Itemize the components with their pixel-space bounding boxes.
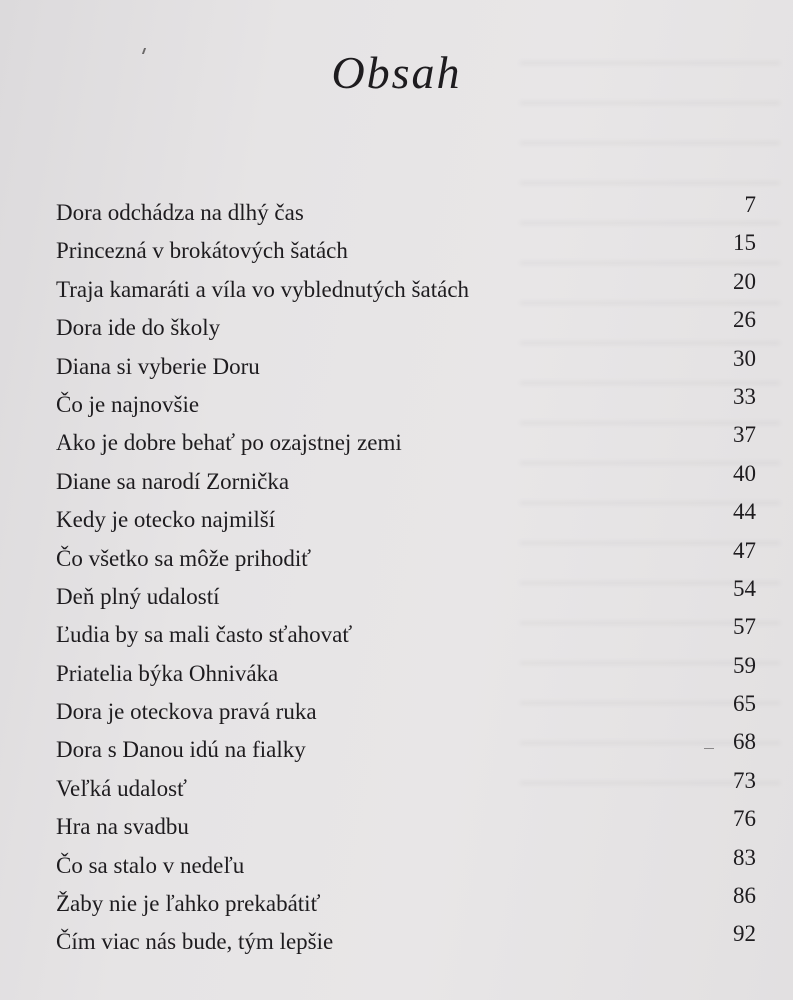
toc-entry-page-number: 54 bbox=[733, 575, 756, 601]
toc-entry-page-number: 86 bbox=[733, 883, 756, 909]
toc-entry-title: Princezná v brokátových šatách bbox=[56, 238, 348, 264]
toc-entry bbox=[56, 499, 756, 537]
toc-entry-page-number: 65 bbox=[733, 691, 756, 717]
toc-entry bbox=[56, 729, 756, 767]
toc-entry bbox=[56, 538, 756, 576]
toc-entry bbox=[56, 768, 756, 806]
toc-entry-title: Kedy je otecko najmilší bbox=[56, 507, 276, 533]
toc-entry-title: Traja kamaráti a víla vo vyblednutých šatách bbox=[56, 276, 470, 302]
toc-entry-title: Ako je dobre behať po ozajstnej zemi bbox=[56, 430, 402, 456]
toc-entry bbox=[56, 691, 756, 729]
toc-entry bbox=[56, 461, 756, 499]
toc-entry-page-number: 15 bbox=[733, 230, 756, 256]
toc-entry-title: Priatelia býka Ohniváka bbox=[56, 660, 279, 686]
toc-entry-page-number: 76 bbox=[733, 806, 756, 832]
toc-entry bbox=[56, 576, 756, 614]
toc-entry-title: Čo sa stalo v nedeľu bbox=[56, 852, 245, 878]
toc-entry-page-number: 47 bbox=[733, 537, 756, 563]
toc-entry bbox=[56, 307, 756, 345]
toc-entry-page-number: 33 bbox=[733, 383, 756, 409]
toc-entry-page-number: 40 bbox=[733, 460, 756, 486]
toc-entry-title: Diana si vyberie Doru bbox=[56, 353, 260, 379]
toc-entry-page-number: 73 bbox=[733, 767, 756, 793]
toc-entry-title: Dora je oteckova pravá ruka bbox=[56, 699, 317, 725]
toc-entry-title: Čím viac nás bude, tým lepšie bbox=[56, 929, 334, 955]
toc-entry bbox=[56, 921, 756, 959]
toc-entry-page-number: 83 bbox=[733, 844, 756, 870]
page-title-text: Obsah bbox=[331, 47, 462, 98]
toc-entry-title: Hra na svadbu bbox=[56, 814, 189, 840]
toc-entry-title: Ľudia by sa mali často sťahovať bbox=[56, 622, 353, 648]
toc-entry-title: Žaby nie je ľahko prekabátiť bbox=[56, 891, 321, 917]
toc-entry bbox=[56, 614, 756, 652]
toc-entry-title: Dora odchádza na dlhý čas bbox=[56, 200, 304, 225]
toc-entry-title: Dora ide do školy bbox=[56, 315, 221, 341]
toc-entry-page-number: 26 bbox=[733, 307, 756, 333]
toc-entry bbox=[56, 192, 756, 230]
toc-entry-page-number: 57 bbox=[733, 614, 756, 640]
toc-entry-page-number: 68 bbox=[733, 729, 756, 755]
toc-entry bbox=[56, 653, 756, 691]
toc-entry bbox=[56, 845, 756, 883]
page-title bbox=[0, 46, 793, 99]
table-of-contents bbox=[56, 192, 756, 960]
toc-entry-page-number: 30 bbox=[733, 345, 756, 371]
toc-entry bbox=[56, 806, 756, 844]
toc-entry-page-number: 7 bbox=[744, 192, 756, 217]
toc-entry-page-number: 59 bbox=[733, 652, 756, 678]
toc-entry-page-number: 20 bbox=[733, 268, 756, 294]
toc-entry bbox=[56, 422, 756, 460]
toc-entry bbox=[56, 883, 756, 921]
toc-entry-title: Čo všetko sa môže prihodiť bbox=[56, 545, 312, 571]
toc-entry bbox=[56, 384, 756, 422]
toc-entry bbox=[56, 230, 756, 268]
toc-entry-title: Deň plný udalostí bbox=[56, 583, 220, 609]
toc-entry bbox=[56, 346, 756, 384]
toc-entry bbox=[56, 269, 756, 307]
toc-entry-page-number: 44 bbox=[733, 499, 756, 525]
toc-entry-title: Čo je najnovšie bbox=[56, 391, 200, 417]
toc-entry-page-number: 92 bbox=[733, 921, 756, 947]
toc-entry-page-number: 37 bbox=[733, 422, 756, 448]
toc-entry-title: Veľká udalosť bbox=[56, 775, 187, 801]
toc-entry-title: Diane sa narodí Zornička bbox=[56, 468, 290, 494]
toc-entry-title: Dora s Danou idú na fialky bbox=[56, 737, 306, 763]
